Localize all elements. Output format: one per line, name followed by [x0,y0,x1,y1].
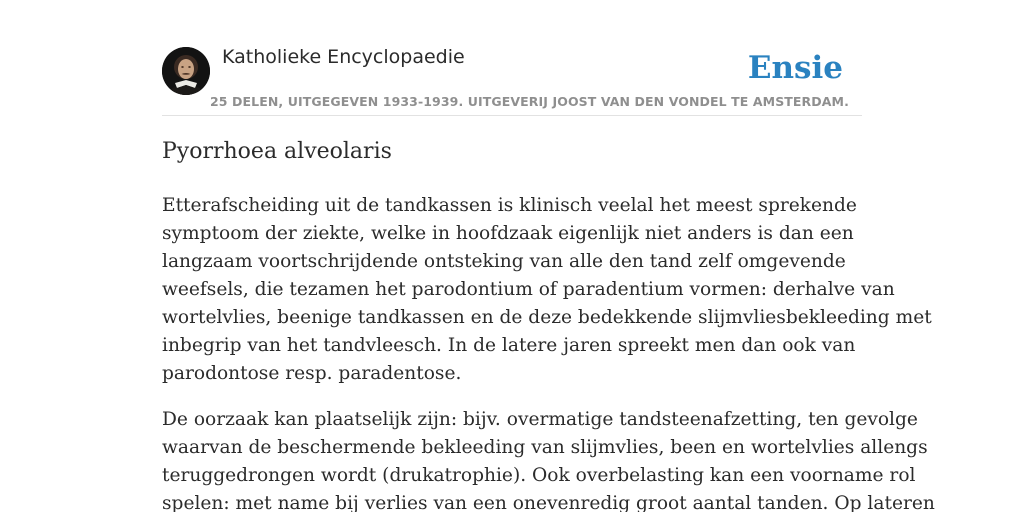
paragraph [162,192,932,388]
text-line: langzaam voortschrijdende ontsteking van alle den tand zelf omgevende [162,251,846,272]
text-line: waarvan de beschermende bekleeding van slijmvlies, been en wortelvlies allengs [162,437,928,458]
source-header [162,44,862,116]
source-name[interactable]: Katholieke Encyclopaedie [222,46,465,68]
article-title: Pyorrhoea alveolaris [162,139,392,164]
text-line: inbegrip van het tandvleesch. In de latere jaren spreekt men dan ook van [162,335,856,356]
text-line: weefsels, die tezamen het parodontium of paradentium vormen: derhalve van [162,279,895,300]
text-line: teruggedrongen wordt (drukatrophie). Ook overbelasting kan een voorname rol [162,465,916,486]
text-line: wortelvlies, beenige tandkassen en de deze bedekkende slijmvliesbekleeding met [162,307,932,328]
text-line: De oorzaak kan plaatselijk zijn: bijv. overmatige tandsteenafzetting, ten gevolge [162,409,918,430]
text-line: parodontose resp. paradentose. [162,363,462,384]
article-body [162,192,935,512]
ensie-logo[interactable]: Ensie [747,50,843,86]
source-avatar-icon[interactable] [162,47,210,95]
text-line: Etterafscheiding uit de tandkassen is klinisch veelal het meest sprekende [162,195,857,216]
text-line: spelen: met name bij verlies van een onevenredig groot aantal tanden. Op lateren [162,493,935,512]
source-description: 25 DELEN, UITGEGEVEN 1933-1939. UITGEVERIJ JOOST VAN DEN VONDEL TE AMSTERDAM. [210,94,849,109]
text-line: symptoom der ziekte, welke in hoofdzaak eigenlijk niet anders is dan een [162,223,854,244]
paragraph [162,406,935,512]
